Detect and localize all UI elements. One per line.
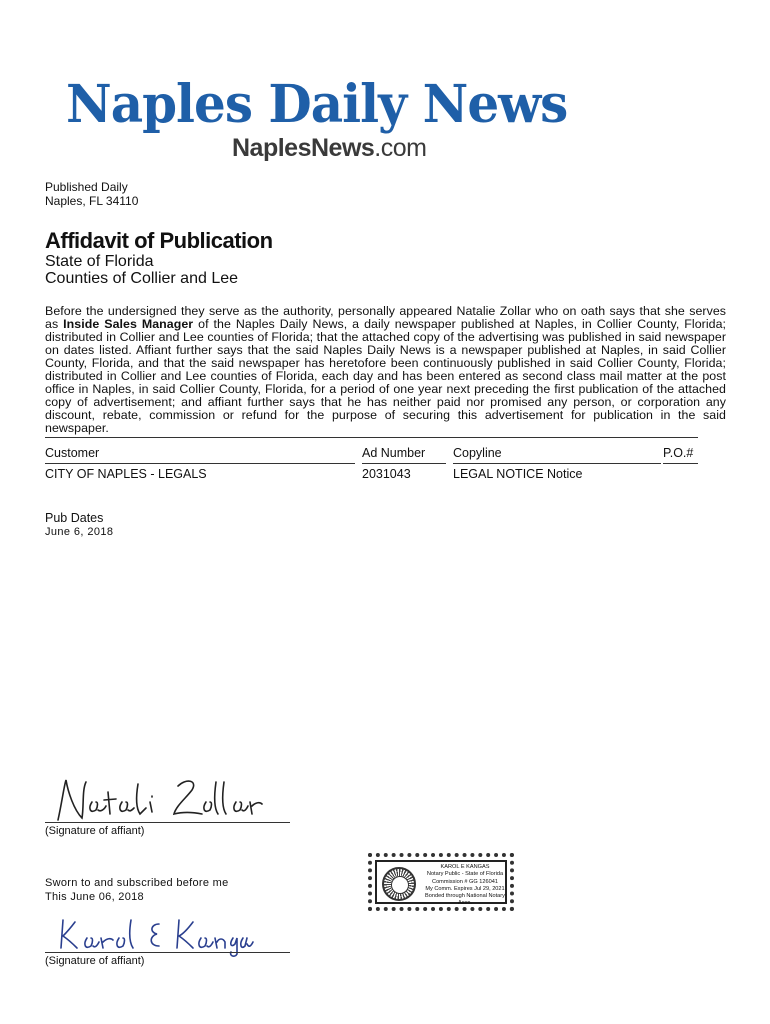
sworn-date: This June 06, 2018 — [45, 891, 144, 903]
signature-caption-2: (Signature of affiant) — [45, 955, 145, 967]
header-rule-copyline — [453, 463, 661, 464]
header-rule-customer — [45, 463, 355, 464]
newspaper-masthead: Naples Daily News — [66, 72, 568, 135]
notary-seal-icon — [382, 867, 416, 901]
header-copyline: Copyline — [453, 446, 502, 460]
signature-caption-1: (Signature of affiant) — [45, 825, 145, 837]
affidavit-paragraph — [45, 305, 726, 435]
paragraph-part-2: of the Naples Daily News, a daily newspaper published at Naples, in Collier County, Florida; distributed in Collier and Lee counties of Florida; that the attached copy of the advertising was published in said newspaper on dates listed. Affiant further says that the said Naples Daily News is a newspaper published at Naples, in said Collier County, Florida, and that the said newspaper has heretofore been continuously published in said Collier County, Florida; distributed in Collier and Lee counties of Florida, each day and has been entered as second class mail matter at the post office in Naples, in said Collier County, Florida, for a period of one year next preceding the first publication of the attached copy of advertisement; and affiant further says that he has neither paid nor promised any person, or corporation any discount, rebate, commission or refund for the purpose of securing this advertisement for publication in the said newspaper. — [45, 317, 727, 435]
header-customer: Customer — [45, 446, 100, 460]
header-rule-ad-number — [362, 463, 446, 464]
affiant-role: Inside Sales Manager — [63, 317, 194, 331]
document-subtitle — [45, 253, 238, 287]
subtitle-counties: Counties of Collier and Lee — [45, 270, 239, 287]
notary-stamp-text — [420, 864, 510, 908]
notary-name: KAROL E KANGAS — [440, 864, 490, 870]
signature-line-1 — [45, 822, 290, 823]
sworn-statement — [45, 876, 229, 904]
notary-commission: Commission # GG 126041 — [432, 878, 498, 885]
sworn-line-1: Sworn to and subscribed before me — [45, 877, 229, 889]
notary-stamp — [368, 853, 514, 911]
row-customer: CITY OF NAPLES - LEGALS — [45, 467, 207, 481]
notary-expiry: My Comm. Expires Jul 29, 2021 — [425, 885, 505, 892]
document-title: Affidavit of Publication — [45, 228, 273, 253]
header-rule-po — [663, 463, 698, 464]
affiant-signature — [52, 772, 267, 826]
website-name — [232, 134, 426, 163]
header-po: P.O.# — [663, 446, 694, 460]
publication-info — [45, 180, 138, 208]
website-tld: .com — [374, 134, 427, 162]
notary-bond: Bonded through National Notary Assn. — [425, 893, 505, 907]
notary-title: Notary Public - State of Florida — [426, 871, 504, 878]
website-name-bold: NaplesNews — [232, 134, 375, 162]
publication-location: Naples, FL 34110 — [45, 194, 139, 208]
pub-dates-value: June 6, 2018 — [45, 526, 114, 538]
paragraph-part-1: Before the undersigned they serve as the authority, personally appeared Natalie Zollar who on oath says that she serves as — [45, 304, 726, 331]
table-top-rule — [45, 437, 698, 438]
subtitle-state: State of Florida — [45, 253, 154, 270]
header-ad-number: Ad Number — [362, 446, 426, 460]
published-daily: Published Daily — [45, 180, 128, 194]
pub-dates-label: Pub Dates — [45, 511, 104, 525]
signature-line-2 — [45, 952, 290, 953]
row-copyline: LEGAL NOTICE Notice — [453, 467, 583, 481]
row-ad-number: 2031043 — [362, 467, 411, 481]
